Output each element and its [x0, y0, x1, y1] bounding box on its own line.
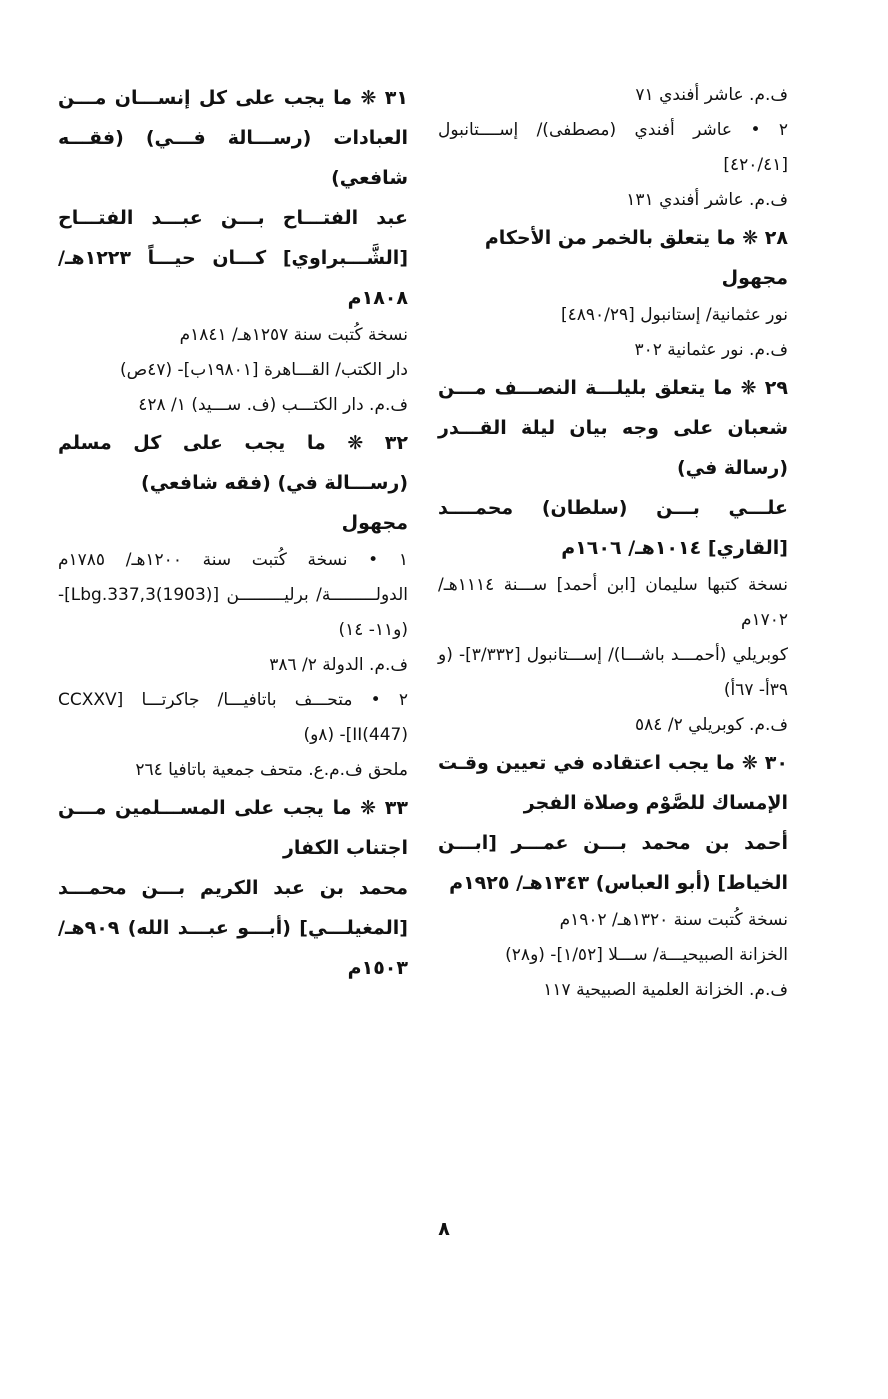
- entry-author: أحمد بن محمد بـــن عمـــر [ابـــن الخياط] (أبو العباس) ١٣٤٣هـ/ ١٩٢٥م: [438, 832, 788, 894]
- entry-line: الخزانة الصبيحيـــة/ ســـلا [١/٥٢]- (و٢٨): [505, 945, 788, 965]
- entry-line: ف.م. عاشر أفندي ٧١: [635, 85, 788, 105]
- entry-title: ٢٨ ❋ ما يتعلق بالخمر من الأحكام: [484, 227, 788, 249]
- entry-line: ف.م. كوبريلي ٢/ ٥٨٤: [635, 715, 788, 735]
- entry-author: مجهول: [721, 267, 788, 289]
- entry-title: ٣٠ ❋ ما يجب اعتقاده في تعيين وقـت الإمساك للصَّوْم وصلاة الفجر: [438, 752, 788, 814]
- entry-line: ملحق ف.م.ع. متحف جمعية باتافيا ٢٦٤: [135, 760, 408, 780]
- entry-line: ف.م. الخزانة العلمية الصبيحية ١١٧: [543, 980, 788, 1000]
- entry-line: كوبريلي (أحمـــد باشـــا)/ إســـتانبول [٣/٣٣٢]- (و ٣٩أ- ٦٧أ): [438, 645, 789, 700]
- page-number: ٨: [438, 1218, 450, 1240]
- entry-author: علـــي بـــن (سلطان) محمــــد [القاري] ١٠١٤هـ/ ١٦٠٦م: [438, 497, 788, 559]
- entry-title: ٣١ ❋ ما يجب على كل إنســـان مـــن العبادات (رســـالة فـــي) (فقـــه شافعي): [58, 87, 408, 189]
- entry-line: نسخة كُتبت سنة ١٢٥٧هـ/ ١٨٤١م: [179, 325, 408, 345]
- entry-line: ف.م. عاشر أفندي ١٣١: [626, 190, 788, 210]
- entry-line: ف.م. دار الكتـــب (ف. ســـيد) ١/ ٤٢٨: [138, 395, 408, 415]
- entry-line: دار الكتب/ القـــاهرة [١٩٨٠١ب]- (٤٧ص): [120, 360, 408, 380]
- entry-author: عبد الفتـــاح بـــن عبـــد الفتـــاح [الشَّـــبراوي] كـــان حيـــاً ١٢٢٣هـ/ ١٨٠٨م: [58, 207, 408, 309]
- entry-line: ٢ • عاشر أفندي (مصطفى)/ إســــتانبول [٤٢٠/٤١]: [438, 120, 788, 175]
- entry-line: نسخة كُتبت سنة ١٣٢٠هـ/ ١٩٠٢م: [559, 910, 788, 930]
- entry-title: ٣٢ ❋ ما يجب على كل مسلم (رســـالة في) (فقه شافعي): [58, 432, 408, 494]
- left-column: [58, 78, 408, 988]
- entry-line: ١ • نسخة كُتبت سنة ١٢٠٠هـ/ ١٧٨٥م الدولـــــــــة/ برليـــــــــن [Lbg.337,3(1903)]- (و١١- ١٤): [58, 550, 409, 640]
- entry-author: مجهول: [341, 512, 408, 534]
- entry-line: ٢ • متحـــف باتافيـــا/ جاكرتـــا [CCXXV II(447)]- (٨و): [58, 690, 408, 745]
- entry-line: ف.م. الدولة ٢/ ٣٨٦: [269, 655, 408, 675]
- entry-line: ف.م. نور عثمانية ٣٠٢: [634, 340, 788, 360]
- entry-title: ٣٣ ❋ ما يجب على المســـلمين مـــن اجتناب الكفار: [58, 797, 408, 859]
- entry-author: محمد بن عبد الكريم بـــن محمـــد [المغيلـــي] (أبـــو عبـــد الله) ٩٠٩هـ/ ١٥٠٣م: [58, 877, 408, 979]
- entry-title: ٢٩ ❋ ما يتعلق بليلـــة النصـــف مـــن شعبان على وجه بيان ليلة القـــدر (رسالة في): [438, 377, 788, 479]
- entry-line: نور عثمانية/ إستانبول [٤٨٩٠/٢٩]: [561, 305, 788, 325]
- right-column: [438, 78, 788, 1008]
- entry-line: نسخة كتبها سليمان [ابن أحمد] ســـنة ١١١٤هـ/ ١٧٠٢م: [438, 575, 788, 630]
